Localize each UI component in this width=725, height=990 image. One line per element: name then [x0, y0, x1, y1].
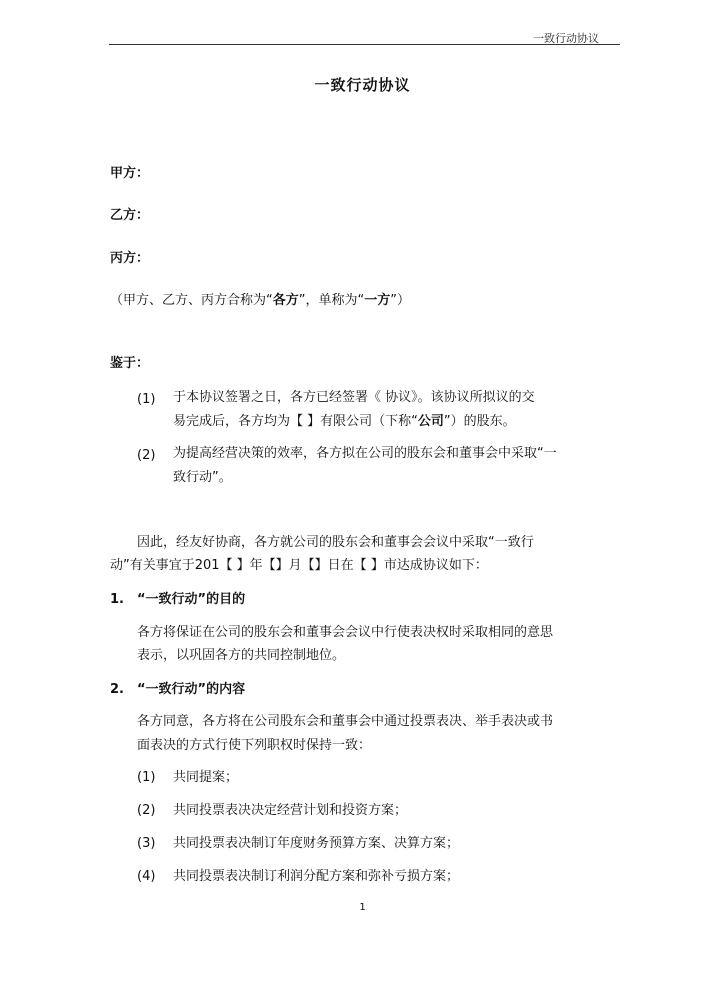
collective-text-1: （甲方、乙方、丙方合称为“	[110, 293, 273, 308]
section-2-item-3-text: 共同投票表决制订年度财务预算方案、决算方案；	[173, 836, 460, 851]
whereas-item-1-line-1: 于本协议签署之日，各方已经签署《 协议》。该协议所拟议的交	[173, 390, 535, 405]
whereas-item-1-text-b: ”）的股东。	[443, 414, 516, 429]
section-2-item-3-number: (3)	[137, 836, 156, 851]
whereas-heading: 鉴于：	[110, 356, 150, 371]
therefore-line-2: 动”有关事宜于201【 】年【】月【】日在【 】市达成协议如下：	[110, 558, 488, 573]
header-rule	[109, 44, 620, 45]
section-2-item-4-text: 共同投票表决制订利润分配方案和弥补亏损方案；	[173, 869, 460, 884]
whereas-item-1-text-a: 易完成后，各方均为【 】有限公司（下称“	[173, 414, 418, 429]
section-1-heading: “一致行动”的目的	[137, 592, 246, 607]
collective-text-2: ”，单称为“	[298, 293, 365, 308]
section-1-line-2: 表示，以巩固各方的共同控制地位。	[137, 648, 346, 663]
whereas-item-2-line-1: 为提高经营决策的效率，各方拟在公司的股东会和董事会中采取“一	[173, 446, 557, 461]
section-2-number: 2.	[110, 682, 124, 697]
party-yi: 乙方：	[110, 208, 150, 223]
section-2-item-2-text: 共同投票表决决定经营计划和投资方案；	[173, 803, 408, 818]
running-header: 一致行动协议	[533, 32, 599, 45]
section-2-item-4-number: (4)	[137, 869, 156, 884]
whereas-item-1-line-2	[173, 414, 516, 430]
party-bing: 丙方：	[110, 251, 150, 266]
section-2-item-2-number: (2)	[137, 803, 156, 818]
whereas-item-2-number: (2)	[137, 448, 156, 463]
section-1-number: 1.	[110, 592, 124, 607]
whereas-item-1-number: (1)	[137, 392, 156, 407]
whereas-item-1-term-company: 公司	[417, 414, 444, 429]
document-title: 一致行动协议	[314, 76, 411, 94]
section-1-line-1: 各方将保证在公司的股东会和董事会会议中行使表决权时采取相同的意思	[137, 625, 554, 640]
collective-definition	[110, 293, 410, 309]
section-2-line-2: 面表决的方式行使下列职权时保持一致：	[137, 738, 372, 753]
collective-text-3: ”）	[390, 293, 411, 308]
party-jia: 甲方：	[110, 166, 150, 181]
section-2-item-1-text: 共同提案；	[173, 770, 239, 785]
section-2-item-1-number: (1)	[137, 770, 156, 785]
page-number: 1	[359, 902, 366, 913]
section-2-heading: “一致行动”的内容	[137, 682, 246, 697]
collective-term-one: 一方	[364, 293, 391, 308]
section-2-line-1: 各方同意，各方将在公司股东会和董事会中通过投票表决、举手表决或书	[137, 714, 554, 729]
collective-term-all: 各方	[272, 293, 299, 308]
whereas-item-2-line-2: 致行动”。	[173, 470, 232, 485]
therefore-line-1: 因此，经友好协商，各方就公司的股东会和董事会会议中采取“一致行	[137, 535, 534, 550]
